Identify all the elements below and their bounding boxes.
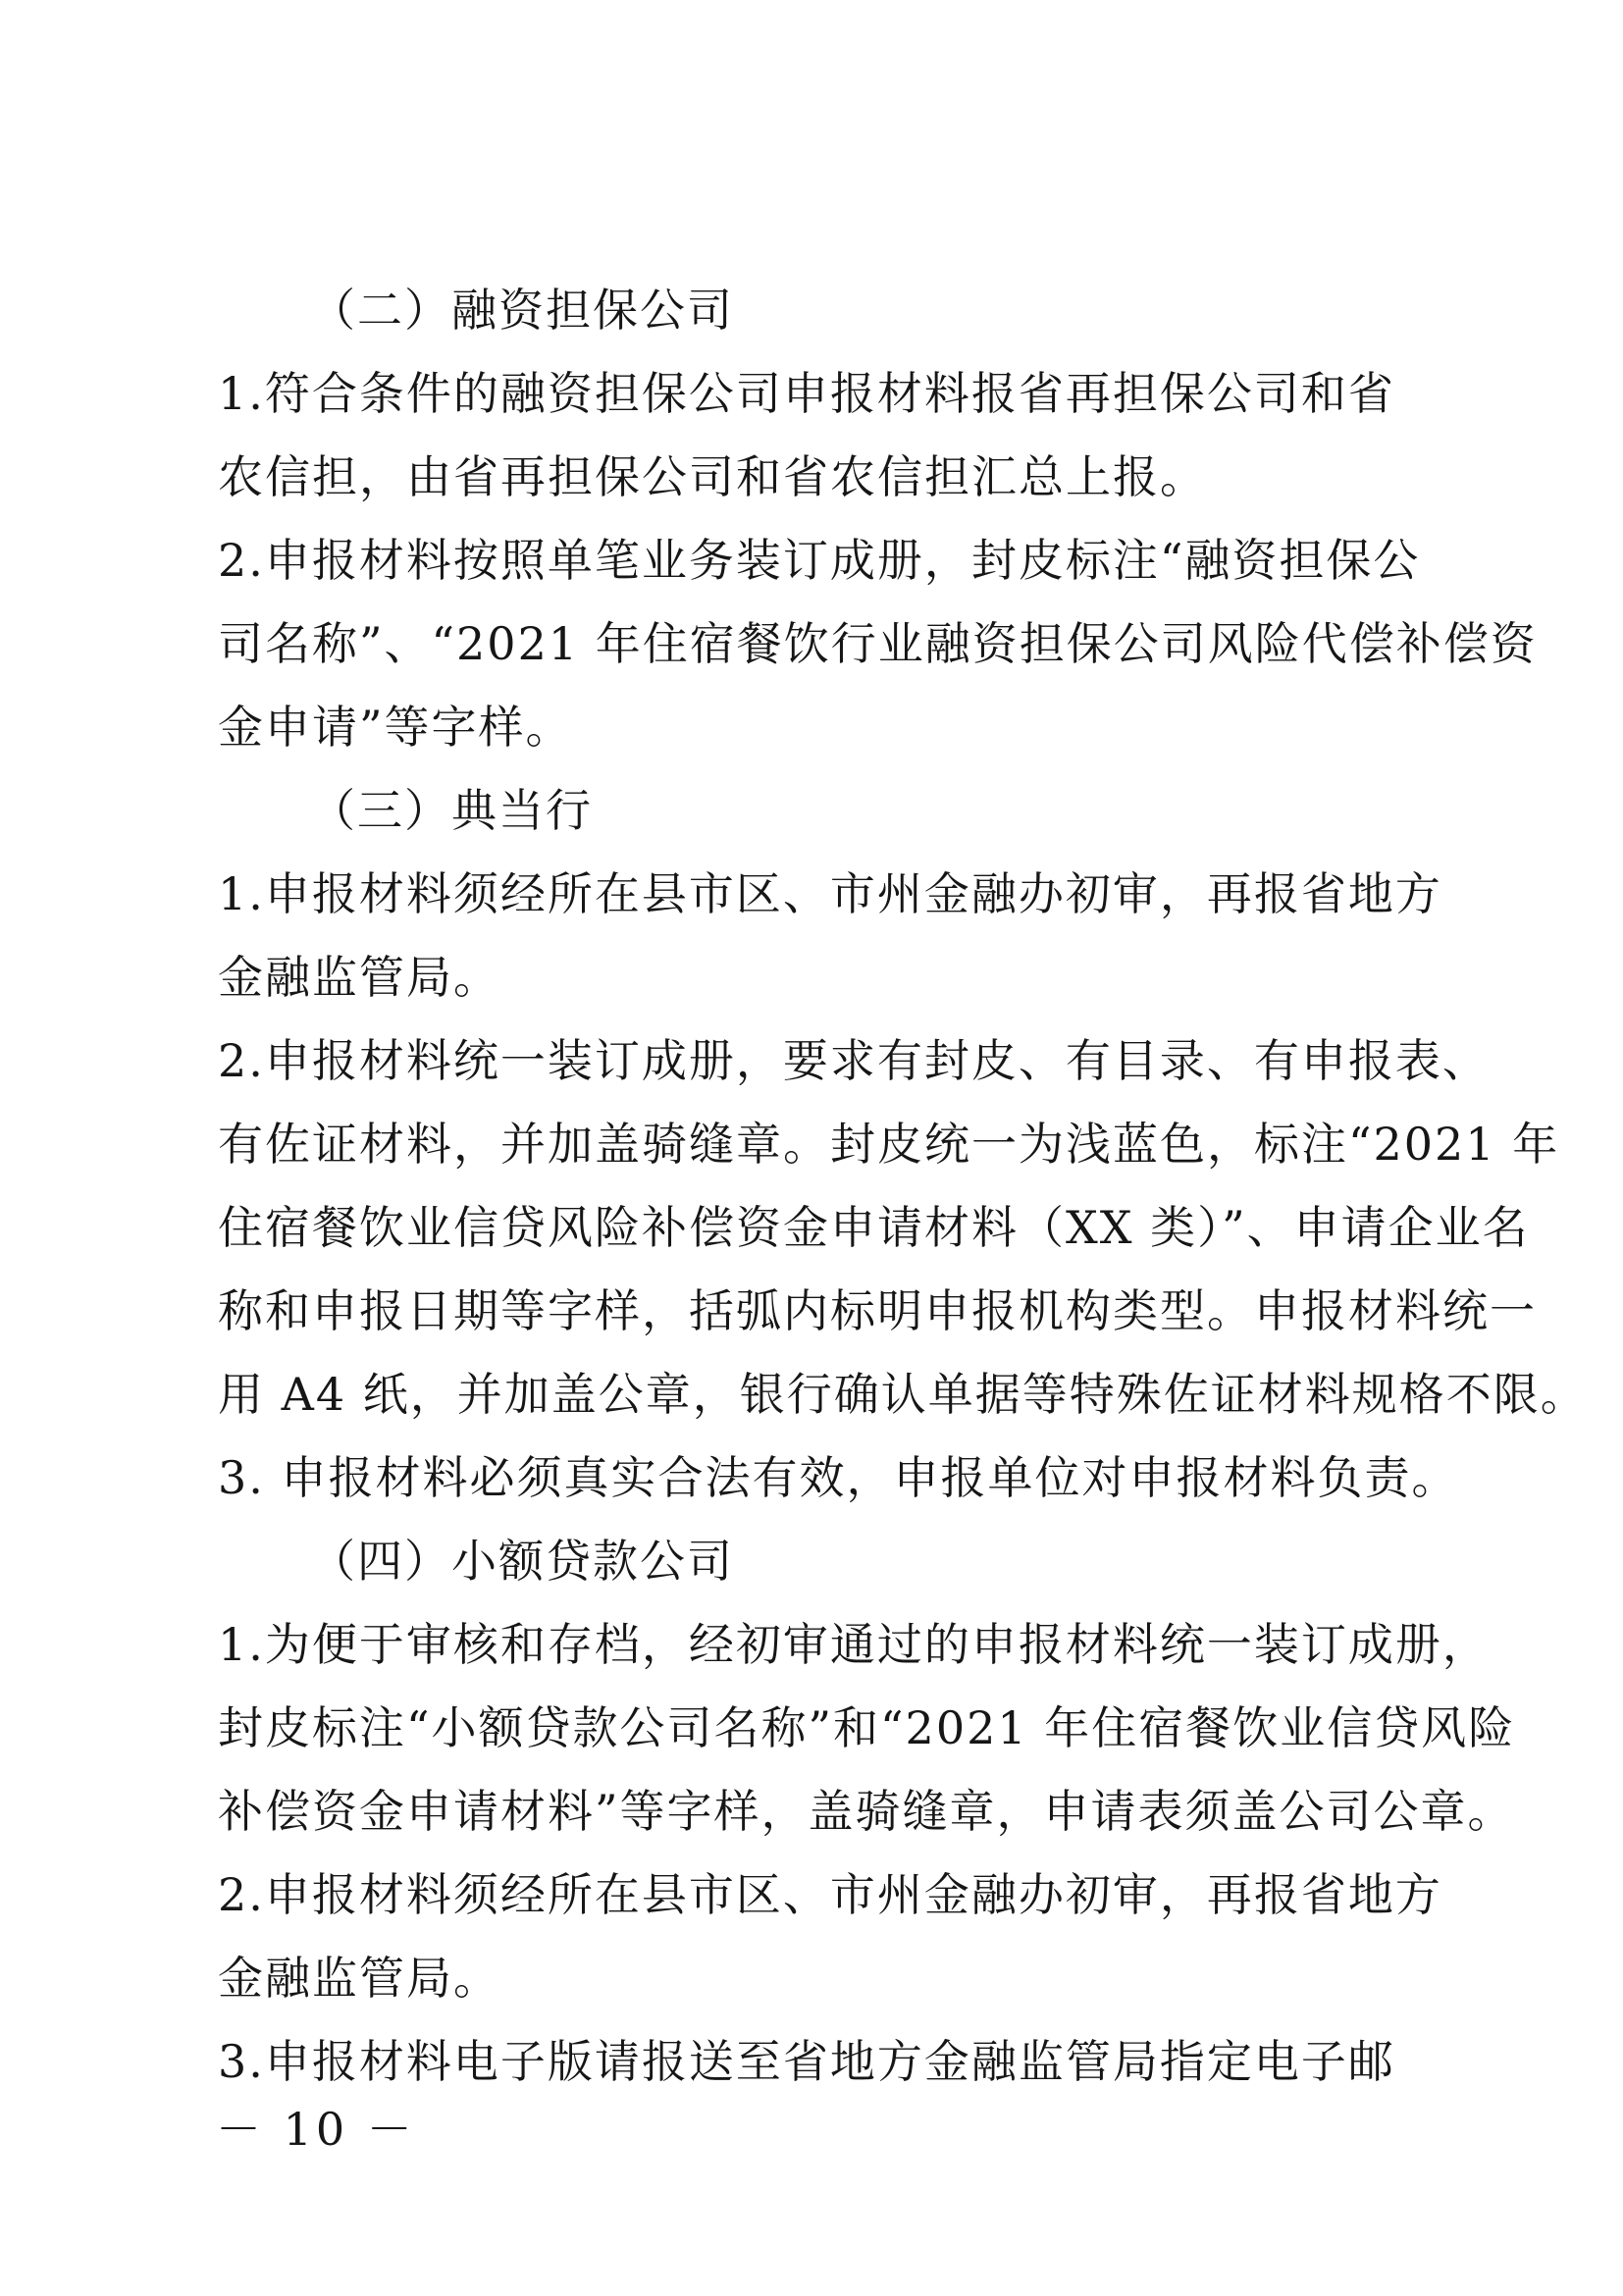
paragraph-line: 3. 申报材料必须真实合法有效，申报单位对申报材料负责。 [218, 1451, 1459, 1504]
paragraph-line: 2.申报材料须经所在县市区、市州金融办初审，再报省地方 [218, 1868, 1442, 1921]
paragraph-line: 用 A4 纸，并加盖公章，银行确认单据等特殊佐证材料规格不限。 [218, 1368, 1588, 1421]
paragraph-line: 金融监管局。 [218, 1952, 500, 2005]
section-heading: （三）典当行 [310, 784, 593, 837]
paragraph-line: 补偿资金申请材料”等字样，盖骑缝章，申请表须盖公司公章。 [218, 1785, 1515, 1838]
paragraph-line: 2.申报材料按照单笔业务装订成册，封皮标注“融资担保公 [218, 534, 1421, 587]
paragraph-line: 称和申报日期等字样，括弧内标明申报机构类型。申报材料统一 [218, 1284, 1537, 1337]
page-number: － 10 － [216, 2103, 416, 2156]
paragraph-line: 3.申报材料电子版请报送至省地方金融监管局指定电子邮 [218, 2035, 1395, 2088]
paragraph-line: 金融监管局。 [218, 951, 500, 1004]
paragraph-line: 住宿餐饮业信贷风险补偿资金申请材料（XX 类）”、申请企业名 [218, 1201, 1530, 1254]
paragraph-line: 农信担，由省再担保公司和省农信担汇总上报。 [218, 450, 1207, 503]
paragraph-line: 司名称”、“2021 年住宿餐饮行业融资担保公司风险代偿补偿资 [218, 617, 1538, 670]
section-heading: （二）融资担保公司 [310, 284, 734, 337]
paragraph-line: 1.申报材料须经所在县市区、市州金融办初审，再报省地方 [218, 867, 1442, 920]
paragraph-line: 有佐证材料，并加盖骑缝章。封皮统一为浅蓝色，标注“2021 年 [218, 1118, 1560, 1171]
paragraph-line: 金申请”等字样。 [218, 701, 573, 754]
paragraph-line: 封皮标注“小额贷款公司名称”和“2021 年住宿餐饮业信贷风险 [218, 1701, 1516, 1754]
section-heading: （四）小额贷款公司 [310, 1535, 734, 1588]
paragraph-line: 1.符合条件的融资担保公司申报材料报省再担保公司和省 [218, 367, 1395, 420]
paragraph-line: 1.为便于审核和存档，经初审通过的申报材料统一装订成册， [218, 1618, 1490, 1671]
paragraph-line: 2.申报材料统一装订成册，要求有封皮、有目录、有申报表、 [218, 1034, 1490, 1087]
